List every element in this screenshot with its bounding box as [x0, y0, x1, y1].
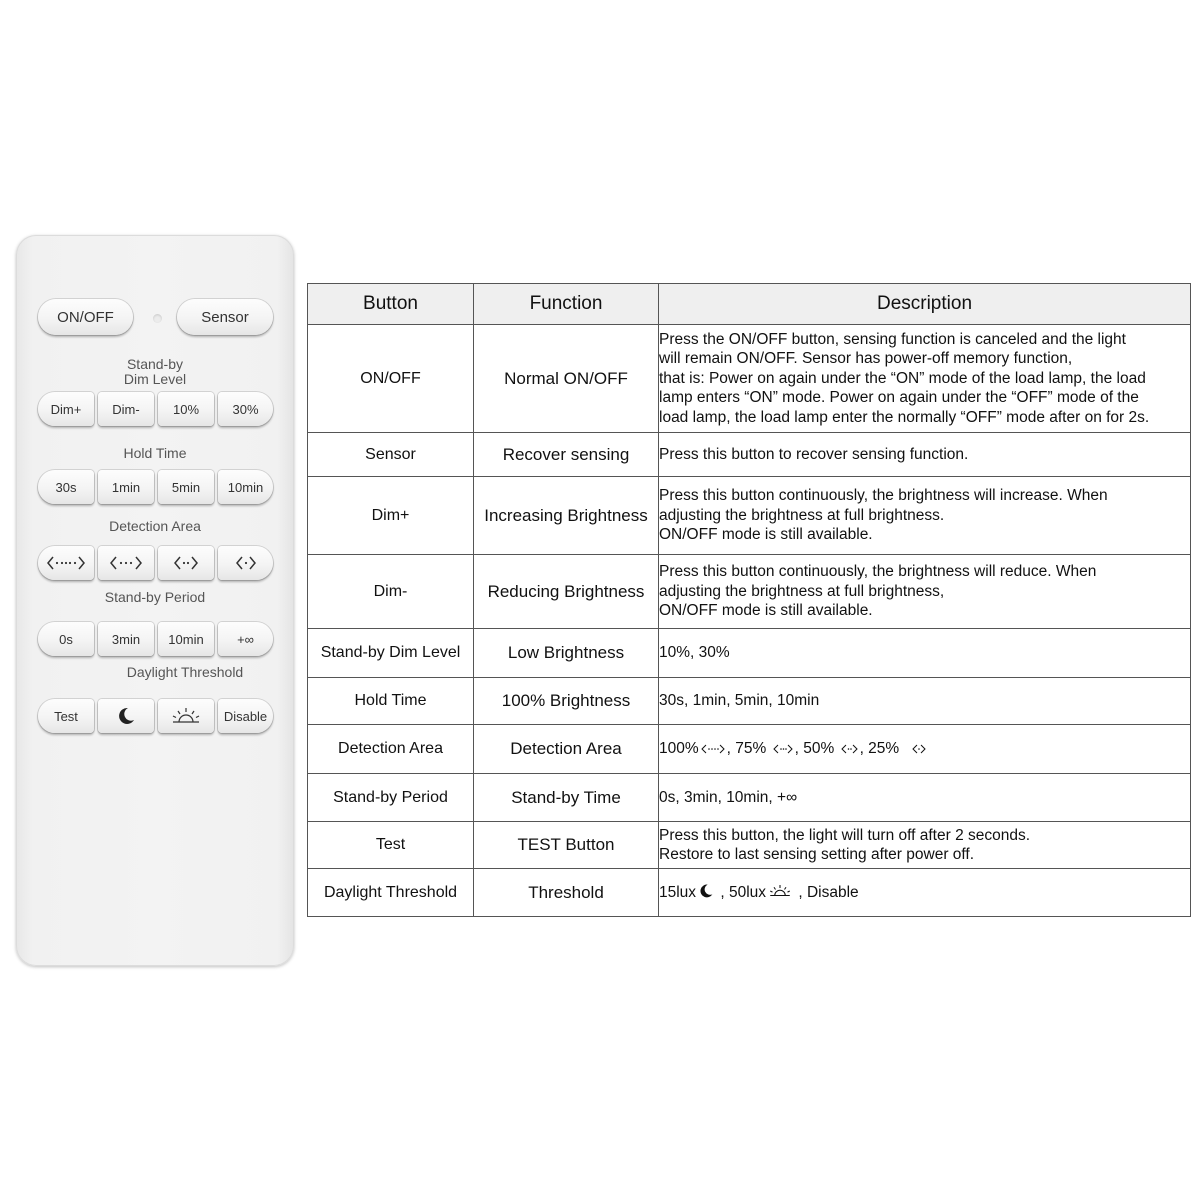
sunrise-icon: [768, 883, 792, 899]
row-description-cell: [659, 678, 1191, 725]
row-description-cell: [659, 869, 1191, 917]
detection-100-button[interactable]: [38, 546, 94, 580]
description-line: 0s, 3min, 10min, +∞: [659, 788, 798, 806]
row-button-cell: Test: [308, 822, 474, 869]
description-line: 10%, 30%: [659, 644, 730, 662]
standby-dim-level-label: [40, 357, 270, 387]
description-line: Press this button to recover sensing function.: [659, 445, 969, 463]
table-header-row: [308, 284, 1191, 325]
row-description-cell: [659, 822, 1191, 869]
description-line: ON/OFF mode is still available.: [659, 526, 873, 544]
detection-50-button[interactable]: [158, 546, 214, 580]
hold-10min-button[interactable]: [218, 470, 273, 504]
detection-75-icon: [109, 555, 143, 571]
description-line: ON/OFF mode is still available.: [659, 602, 873, 620]
description-part: , 50lux: [720, 883, 767, 901]
dim-10-label: 10%: [172, 401, 200, 417]
disable-button[interactable]: [218, 699, 273, 733]
detection-50-icon: [841, 743, 858, 755]
description-line: adjusting the brightness at full brightness,: [659, 582, 945, 600]
row-button-cell: Hold Time: [308, 678, 474, 725]
row-button-cell: ON/OFF: [308, 325, 474, 433]
hold-time-label: Hold Time: [123, 445, 187, 461]
description-part: , Disable: [798, 883, 859, 901]
row-button-cell: Daylight Threshold: [308, 869, 474, 917]
table-row: [308, 869, 1191, 917]
sensor-button[interactable]: [177, 299, 273, 335]
row-function-cell: Increasing Brightness: [474, 477, 659, 555]
description-part: 100%: [659, 740, 699, 758]
row-function-cell: Stand-by Time: [474, 774, 659, 822]
daylight-threshold-label: Daylight Threshold: [126, 664, 244, 680]
description-line: Press the ON/OFF button, sensing function is canceled and the light: [659, 330, 1126, 348]
description-line: Press this button continuously, the brightness will increase. When: [659, 487, 1108, 505]
row-function-cell: Recover sensing: [474, 433, 659, 477]
row-description-cell: [659, 629, 1191, 678]
table-row: [308, 822, 1191, 869]
detection-75-icon: [773, 743, 793, 755]
standby-dim-label-line1: Stand-by: [126, 356, 184, 372]
sunrise-icon: [170, 706, 202, 726]
row-description-cell: [659, 725, 1191, 774]
detection-100-icon: [701, 743, 725, 755]
description-part: , 25%: [859, 740, 900, 758]
period-infinite-label: +∞: [237, 631, 254, 647]
header-button: Button: [308, 284, 474, 325]
detection-75-button[interactable]: [98, 546, 154, 580]
sensor-button-label: Sensor: [201, 308, 249, 326]
row-description-cell: [659, 555, 1191, 629]
standby-period-label: Stand-by Period: [104, 589, 206, 605]
detection-50-icon: [173, 555, 199, 571]
table-row: [308, 725, 1191, 774]
detection-25-icon: [235, 555, 257, 571]
table-row: [308, 678, 1191, 725]
dim-plus-label: Dim+: [50, 401, 82, 417]
table-row: [308, 325, 1191, 433]
table-row: [308, 477, 1191, 555]
row-description-cell: [659, 433, 1191, 477]
dim-10-button[interactable]: [158, 392, 214, 426]
table-row: [308, 629, 1191, 678]
daylight-50lux-button[interactable]: [158, 699, 214, 733]
row-button-cell: Sensor: [308, 433, 474, 477]
description-line: Press this button, the light will turn off after 2 seconds.: [659, 826, 1031, 844]
standby-dim-label-line2: Dim Level: [123, 371, 187, 387]
table-row: [308, 774, 1191, 822]
period-0s-label: 0s: [59, 631, 73, 647]
hold-1min-label: 1min: [111, 479, 141, 495]
header-description: Description: [659, 284, 1191, 325]
row-function-cell: Detection Area: [474, 725, 659, 774]
test-label: Test: [54, 708, 78, 724]
row-function-cell: 100% Brightness: [474, 678, 659, 725]
row-function-cell: TEST Button: [474, 822, 659, 869]
description-line: will remain ON/OFF. Sensor has power-off memory function,: [659, 350, 1073, 368]
description-line: adjusting the brightness at full brightness.: [659, 506, 945, 524]
period-infinite-button[interactable]: [218, 622, 273, 656]
description-part: , 75%: [726, 740, 767, 758]
detection-25-button[interactable]: [218, 546, 273, 580]
detection-area-label: Detection Area: [109, 518, 201, 534]
indicator-led: [153, 314, 162, 323]
period-3min-button[interactable]: [98, 622, 154, 656]
detection-100-icon: [46, 555, 86, 571]
description-line: load lamp, the load lamp enter the normally “OFF” mode after on for 2s.: [659, 408, 1150, 426]
row-button-cell: Dim-: [308, 555, 474, 629]
row-button-cell: Detection Area: [308, 725, 474, 774]
row-function-cell: Reducing Brightness: [474, 555, 659, 629]
dim-minus-label: Dim-: [112, 401, 140, 417]
onoff-button[interactable]: [38, 299, 133, 335]
dim-plus-button[interactable]: [38, 392, 94, 426]
description-line: that is: Power on again under the “ON” mode of the load lamp, the load: [659, 369, 1146, 387]
period-10min-label: 10min: [168, 631, 204, 647]
description-line: lamp enters “ON” mode. Power on again under the “OFF” mode of the: [659, 389, 1139, 407]
row-function-cell: Threshold: [474, 869, 659, 917]
table-row: [308, 555, 1191, 629]
moon-icon: [698, 883, 714, 899]
detection-25-icon: [912, 743, 926, 755]
row-function-cell: Low Brightness: [474, 629, 659, 678]
description-line: Press this button continuously, the brightness will reduce. When: [659, 563, 1097, 581]
moon-icon: [116, 706, 136, 726]
row-description-cell: [659, 774, 1191, 822]
description-line: Restore to last sensing setting after power off.: [659, 846, 975, 863]
row-button-cell: Dim+: [308, 477, 474, 555]
row-button-cell: Stand-by Period: [308, 774, 474, 822]
period-3min-label: 3min: [111, 631, 141, 647]
dim-minus-button[interactable]: [98, 392, 154, 426]
hold-5min-label: 5min: [171, 479, 201, 495]
hold-10min-label: 10min: [227, 479, 264, 495]
table-row: [308, 433, 1191, 477]
period-10min-button[interactable]: [158, 622, 214, 656]
hold-1min-button[interactable]: [98, 470, 154, 504]
hold-30s-label: 30s: [55, 479, 77, 495]
spec-table: [307, 283, 1191, 917]
test-button[interactable]: [38, 699, 94, 733]
hold-30s-button[interactable]: [38, 470, 94, 504]
period-0s-button[interactable]: [38, 622, 94, 656]
dim-30-button[interactable]: [218, 392, 273, 426]
row-description-cell: [659, 325, 1191, 433]
onoff-button-label: ON/OFF: [57, 308, 114, 326]
description-part: , 50%: [794, 740, 835, 758]
description-line: 30s, 1min, 5min, 10min: [659, 692, 820, 710]
dim-30-label: 30%: [232, 401, 259, 417]
row-button-cell: Stand-by Dim Level: [308, 629, 474, 678]
description-part: 15lux: [659, 883, 697, 901]
row-description-cell: [659, 477, 1191, 555]
disable-label: Disable: [223, 708, 268, 724]
header-function: Function: [474, 284, 659, 325]
daylight-15lux-button[interactable]: [98, 699, 154, 733]
row-function-cell: Normal ON/OFF: [474, 325, 659, 433]
hold-5min-button[interactable]: [158, 470, 214, 504]
